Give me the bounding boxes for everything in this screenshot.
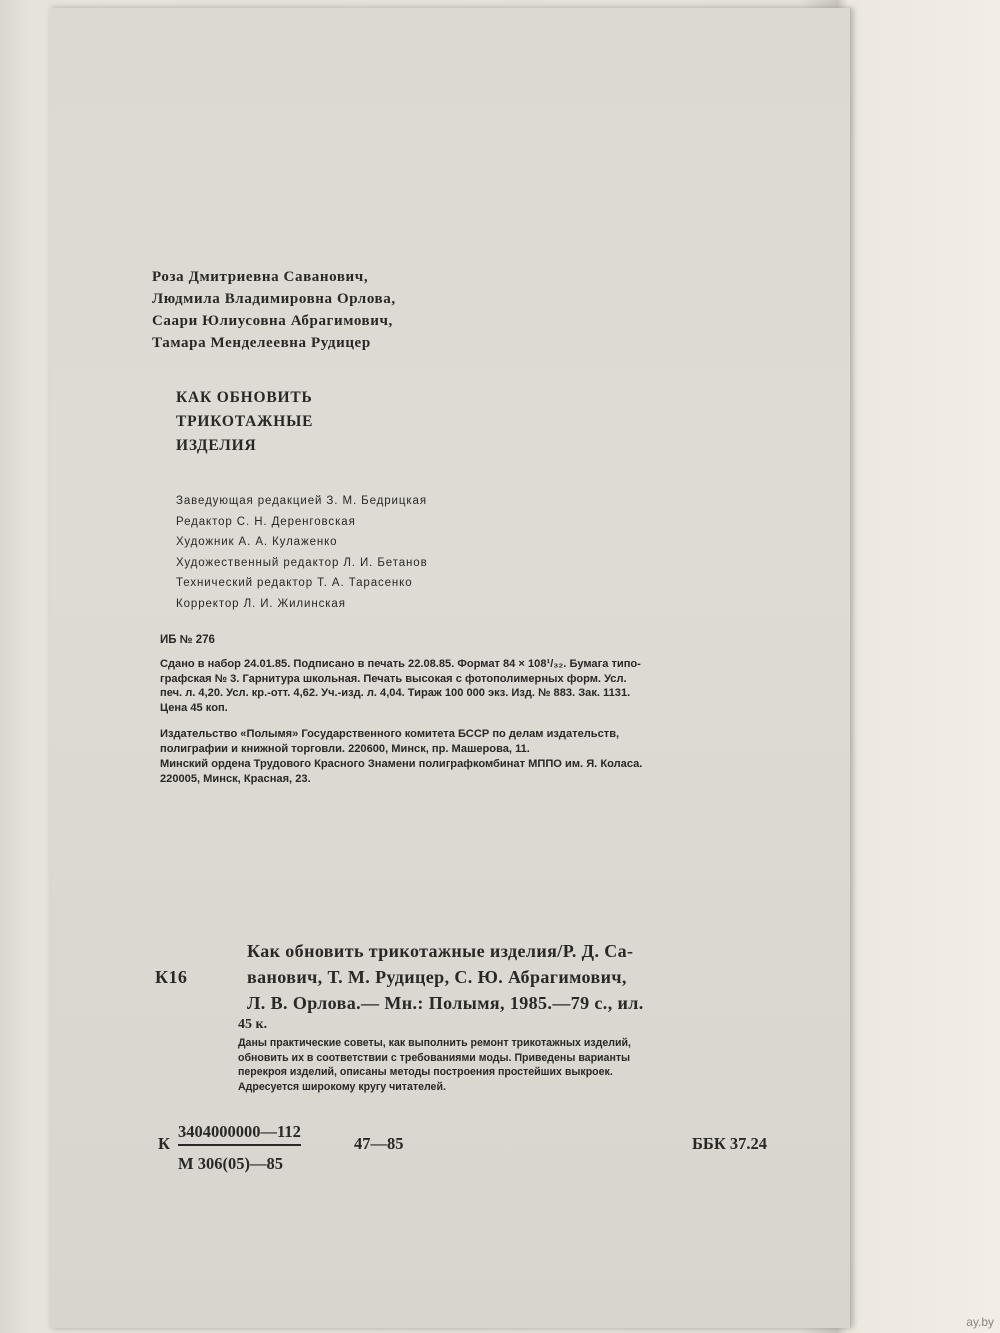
author-line: Тамара Менделеевна Рудицер bbox=[152, 335, 371, 351]
imprint-line: Цена 45 коп. bbox=[160, 701, 228, 714]
publisher-info bbox=[160, 727, 790, 756]
staff-line: Технический редактор Т. А. Тарасенко bbox=[176, 577, 413, 589]
printer-line: 220005, Минск, Красная, 23. bbox=[160, 772, 311, 785]
watermark: ay.by bbox=[966, 1315, 994, 1329]
biblio-line-1: Как обновить трикотажные изделия/Р. Д. Са- bbox=[247, 941, 634, 961]
publisher-line: Издательство «Полымя» Государственного комитета БССР по делам издательств, bbox=[160, 728, 620, 740]
editorial-staff bbox=[176, 491, 596, 614]
staff-line: Редактор С. Н. Деренговская bbox=[176, 515, 356, 528]
title-line: КАК ОБНОВИТЬ bbox=[176, 389, 313, 406]
k-index-year: 47—85 bbox=[354, 1134, 404, 1153]
staff-line: Художник А. А. Кулаженко bbox=[176, 536, 338, 548]
price-label: 45 к. bbox=[238, 1017, 268, 1032]
biblio-line-3: Л. В. Орлова.— Мн.: Полымя, 1985.—79 с., ил. bbox=[247, 993, 644, 1013]
imprint-line: печ. л. 4,20. Усл. кр.-отт. 4,62. Уч.-изд. л. 4,04. Тираж 100 000 экз. Изд. № 883. Зак. 1131. bbox=[160, 687, 631, 699]
staff-line: Заведующая редакцией З. М. Бедрицкая bbox=[176, 495, 427, 507]
author-line: Людмила Владимировна Орлова, bbox=[152, 291, 396, 307]
staff-line: Художественный редактор Л. И. Бетанов bbox=[176, 556, 428, 569]
catalog-code: К16 bbox=[155, 967, 188, 987]
biblio-line-2 bbox=[155, 964, 795, 990]
bbk-code: ББК 37.24 bbox=[692, 1134, 768, 1153]
k-index-numerator: 3404000000—112 bbox=[178, 1122, 301, 1146]
staff-line: Корректор Л. И. Жилинская bbox=[176, 597, 346, 610]
annotation-line: Адресуется широкому кругу читателей. bbox=[238, 1080, 446, 1093]
bibliographic-record bbox=[155, 938, 795, 1016]
k-index-denominator: М 306(05)—85 bbox=[178, 1154, 283, 1173]
ib-number: ИБ № 276 bbox=[160, 634, 215, 646]
imprint-line: Сдано в набор 24.01.85. Подписано в печать 22.08.85. Формат 84 × 108¹/₃₂. Бумага типо- bbox=[160, 658, 641, 670]
author-line: Саари Юлиусовна Абрагимович, bbox=[152, 313, 393, 329]
printer-info bbox=[160, 757, 790, 786]
right-page bbox=[838, 0, 1000, 1333]
book-title bbox=[176, 386, 476, 458]
author-line: Роза Дмитриевна Саванович, bbox=[152, 269, 369, 285]
authors-list bbox=[152, 266, 572, 354]
imprint-line: графская № 3. Гарнитура школьная. Печать высокая с фотополимерных форм. Усл. bbox=[160, 672, 627, 685]
title-line: ИЗДЕЛИЯ bbox=[176, 437, 257, 454]
biblio-line-2-text: ванович, Т. М. Рудицер, С. Ю. Абрагимович, bbox=[247, 967, 627, 987]
printer-line: Минский ордена Трудового Красного Знамени полиграфкомбинат МППО им. Я. Коласа. bbox=[160, 758, 643, 770]
annotation-line: обновить их в соответствии с требованиями моды. Приведены варианты bbox=[238, 1051, 631, 1064]
annotation-line: перекроя изделий, описаны методы построения простейших выкроек. bbox=[238, 1066, 613, 1078]
annotation-line: Даны практические советы, как выполнить ремонт трикотажных изделий, bbox=[238, 1037, 631, 1049]
k-index-letter: К bbox=[158, 1134, 170, 1153]
publisher-line: полиграфии и книжной торговли. 220600, Минск, пр. Машерова, 11. bbox=[160, 742, 530, 755]
title-line: ТРИКОТАЖНЫЕ bbox=[176, 413, 314, 430]
annotation bbox=[238, 1036, 798, 1094]
print-details bbox=[160, 657, 790, 715]
